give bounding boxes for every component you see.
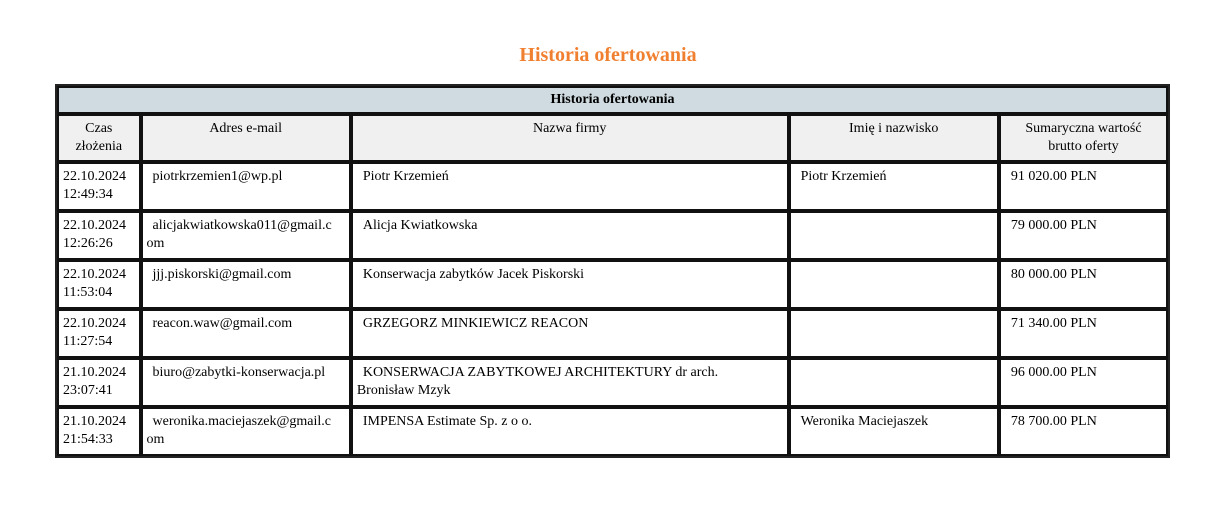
company-text: Konserwacja zabytków Jacek Piskorski [362, 267, 585, 282]
time-text: 11:53:04 [63, 285, 113, 300]
time-text: 12:49:34 [63, 187, 113, 202]
cell-email [141, 260, 351, 309]
cell-full-name [789, 358, 999, 407]
date-text: 22.10.2024 [63, 218, 126, 233]
cell-full-name [789, 260, 999, 309]
cell-full-name: Piotr Krzemień [789, 162, 999, 211]
page-title: Historia ofertowania [519, 44, 697, 66]
table-row [57, 162, 1168, 211]
cell-company [351, 358, 789, 407]
cell-total: 79 000.00 PLN [999, 211, 1168, 260]
date-text: 22.10.2024 [63, 316, 126, 331]
cell-total: 96 000.00 PLN [999, 358, 1168, 407]
table-caption: Historia ofertowania [57, 86, 1168, 114]
time-text: 12:26:26 [63, 236, 113, 251]
cell-full-name [789, 309, 999, 358]
email-text-wrap: om [146, 236, 165, 251]
table-row [57, 407, 1168, 456]
company-text: KONSERWACJA ZABYTKOWEJ ARCHITEKTURY dr arch. [362, 365, 719, 380]
cell-total: 91 020.00 PLN [999, 162, 1168, 211]
company-text: Piotr Krzemień [362, 169, 449, 184]
cell-email [141, 309, 351, 358]
table-row [57, 309, 1168, 358]
cell-submission-time [57, 211, 141, 260]
company-text: GRZEGORZ MINKIEWICZ REACON [362, 316, 589, 331]
cell-full-name [789, 211, 999, 260]
cell-submission-time [57, 260, 141, 309]
company-text: IMPENSA Estimate Sp. z o o. [362, 414, 532, 429]
header-submission-time [57, 114, 141, 162]
time-text: 23:07:41 [63, 383, 113, 398]
table-row [57, 260, 1168, 309]
header-full-name: Imię i nazwisko [789, 114, 999, 162]
email-text: alicjakwiatkowska011@gmail.c [152, 218, 332, 233]
date-text: 22.10.2024 [63, 169, 126, 184]
date-text: 22.10.2024 [63, 267, 126, 282]
date-text: 21.10.2024 [63, 365, 126, 380]
cell-email [141, 407, 351, 456]
header-time-line1: Czas [85, 121, 113, 136]
header-time-line2: złożenia [75, 139, 123, 154]
cell-total: 78 700.00 PLN [999, 407, 1168, 456]
header-total-line2: brutto oferty [1048, 139, 1119, 154]
cell-submission-time [57, 407, 141, 456]
cell-submission-time [57, 162, 141, 211]
cell-full-name: Weronika Maciejaszek [789, 407, 999, 456]
table-row [57, 358, 1168, 407]
cell-submission-time [57, 358, 141, 407]
cell-company [351, 162, 789, 211]
header-company: Nazwa firmy [351, 114, 789, 162]
offer-history-table [55, 84, 1170, 458]
email-text-wrap: om [146, 432, 165, 447]
header-total-gross [999, 114, 1168, 162]
cell-email [141, 358, 351, 407]
cell-company [351, 309, 789, 358]
cell-email [141, 211, 351, 260]
company-text-wrap: Bronisław Mzyk [356, 383, 451, 398]
time-text: 21:54:33 [63, 432, 113, 447]
company-text: Alicja Kwiatkowska [362, 218, 478, 233]
table-row [57, 211, 1168, 260]
cell-email [141, 162, 351, 211]
header-email: Adres e-mail [141, 114, 351, 162]
table-caption-row [57, 86, 1168, 114]
email-text: jjj.piskorski@gmail.com [152, 267, 292, 282]
email-text: weronika.maciejaszek@gmail.c [152, 414, 331, 429]
cell-company [351, 407, 789, 456]
email-text: piotrkrzemien1@wp.pl [152, 169, 283, 184]
cell-company [351, 211, 789, 260]
time-text: 11:27:54 [63, 334, 113, 349]
header-total-line1: Sumaryczna wartość [1025, 121, 1142, 136]
table-header-row [57, 114, 1168, 162]
date-text: 21.10.2024 [63, 414, 126, 429]
cell-total: 71 340.00 PLN [999, 309, 1168, 358]
cell-total: 80 000.00 PLN [999, 260, 1168, 309]
cell-company [351, 260, 789, 309]
email-text: reacon.waw@gmail.com [152, 316, 293, 331]
cell-submission-time [57, 309, 141, 358]
email-text: biuro@zabytki-konserwacja.pl [152, 365, 326, 380]
